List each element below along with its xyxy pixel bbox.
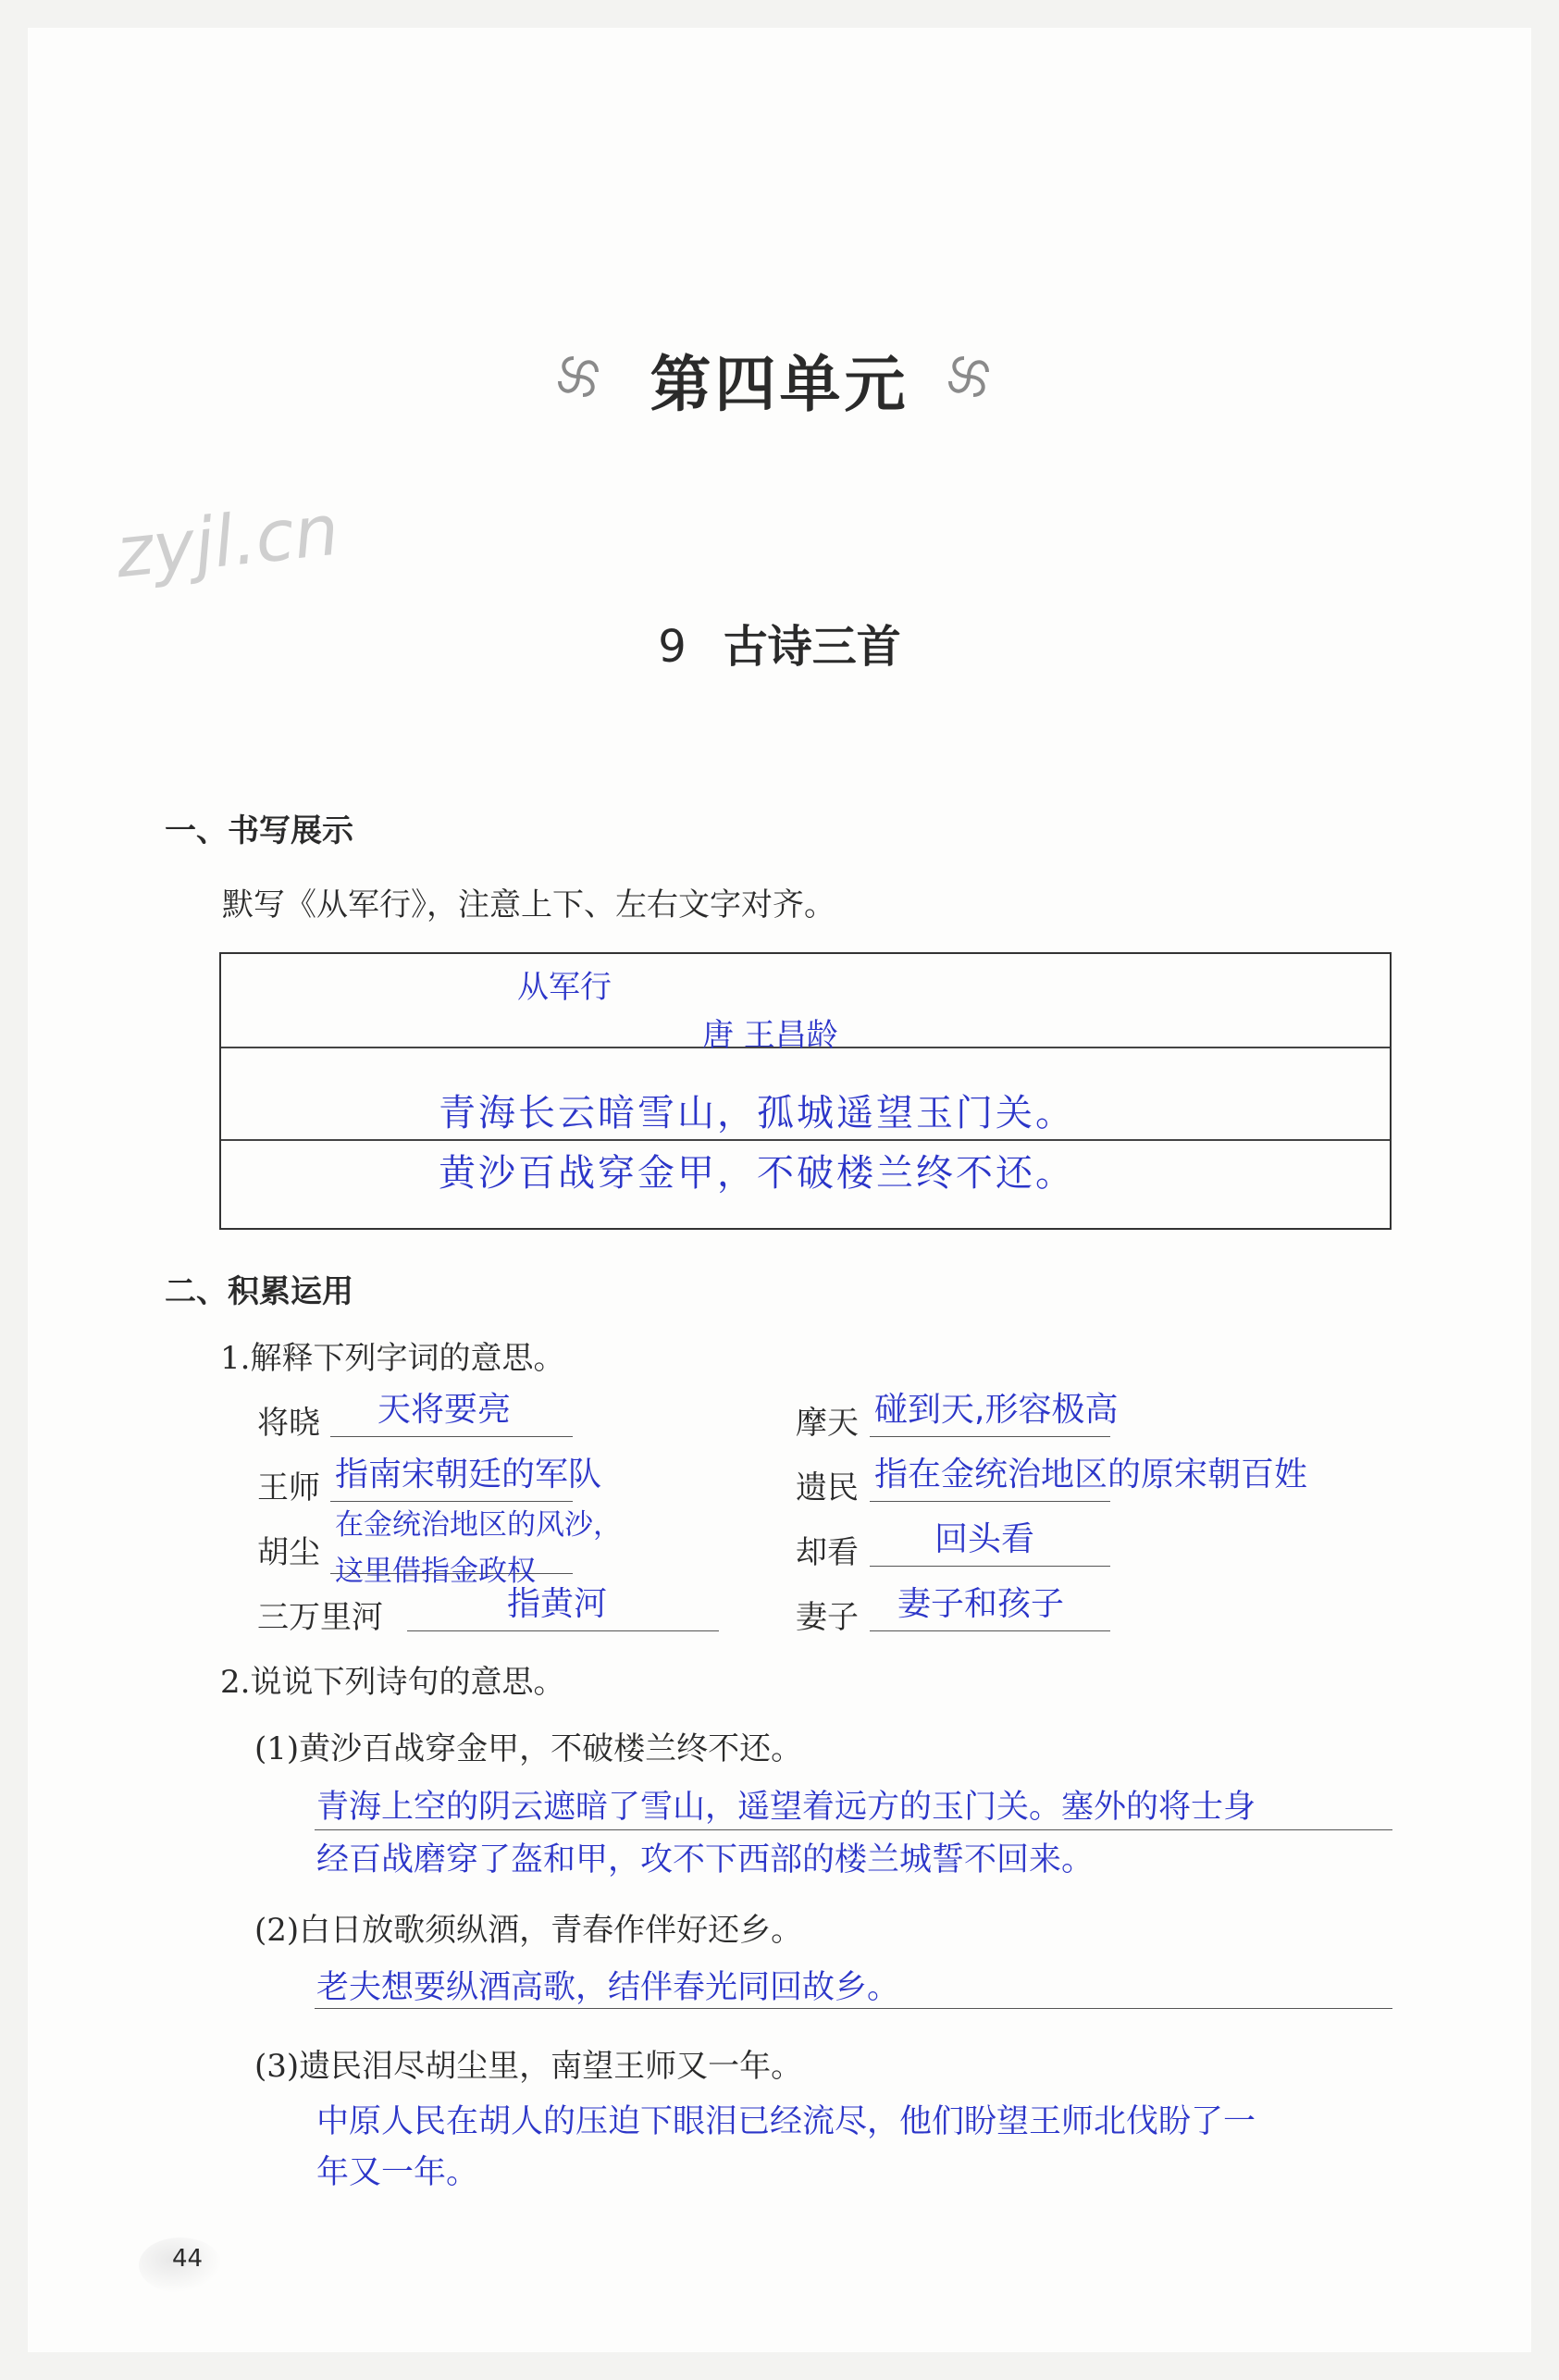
- answer-line: [870, 1501, 1110, 1502]
- answer-line: [315, 2008, 1392, 2009]
- poem-title: 从军行: [517, 969, 612, 1006]
- term-answer: 指黄河: [507, 1585, 608, 1623]
- q2-answer-line-1: 中原人民在胡人的压迫下眼泪已经流尽，他们盼望王师北伐盼了一: [316, 2103, 1256, 2140]
- section1-heading: 一、书写展示: [165, 812, 353, 849]
- section2-heading: 二、积累运用: [165, 1273, 353, 1310]
- term-label: 王师: [257, 1469, 320, 1506]
- lesson-title: [0, 611, 1559, 675]
- term-answer: 指在金统治地区的原宋朝百姓: [874, 1456, 1308, 1494]
- term-answer: 妻子和孩子: [897, 1585, 1065, 1623]
- q2-poem-line: (3)遗民泪尽胡尘里，南望王师又一年。: [254, 2048, 803, 2085]
- answer-line: [870, 1630, 1110, 1631]
- answer-line: [870, 1566, 1110, 1567]
- term-label: 摩天: [796, 1405, 859, 1442]
- answer-line: [330, 1436, 573, 1437]
- q2-poem-line: (1)黄沙百战穿金甲，不破楼兰终不还。: [254, 1730, 803, 1767]
- term-answer-line-2: 这里借指金政权: [335, 1555, 536, 1588]
- lesson-name: 古诗三首: [723, 621, 901, 673]
- term-label: 三万里河: [257, 1599, 383, 1636]
- term-label: 却看: [796, 1534, 859, 1571]
- q1-prompt: 1.解释下列字词的意思。: [220, 1340, 565, 1377]
- term-answer: 回头看: [934, 1520, 1035, 1558]
- answer-line: [407, 1630, 719, 1631]
- poem-line-2: 黄沙百战穿金甲，不破楼兰终不还。: [439, 1152, 1075, 1195]
- q2-answer-line-1: 青海上空的阴云遮暗了雪山，遥望着远方的玉门关。塞外的将士身: [316, 1789, 1256, 1826]
- poem-box-divider: [221, 1139, 1390, 1141]
- term-label: 胡尘: [257, 1534, 320, 1571]
- term-answer: 指南宋朝廷的军队: [335, 1456, 602, 1494]
- answer-line: [315, 1829, 1392, 1830]
- unit-title: 第四单元: [650, 348, 909, 420]
- term-label: 遗民: [796, 1469, 859, 1506]
- poem-writing-box: [219, 952, 1392, 1230]
- q2-poem-line: (2)白日放歌须纵酒，青春作伴好还乡。: [254, 1912, 803, 1949]
- watermark-logo: zyjl.cn: [112, 488, 343, 594]
- poem-author: 唐 王昌龄: [702, 1017, 838, 1054]
- page-number: 44: [172, 2245, 204, 2273]
- term-answer: 碰到天,形容极高: [874, 1391, 1119, 1429]
- term-label: 妻子: [796, 1599, 859, 1636]
- q2-prompt: 2.说说下列诗句的意思。: [220, 1664, 565, 1701]
- lesson-number: 9: [658, 621, 687, 673]
- poem-line-1: 青海长云暗雪山，孤城遥望玉门关。: [439, 1092, 1075, 1134]
- term-answer: 天将要亮: [377, 1391, 512, 1429]
- section1-instruction: 默写《从军行》，注意上下、左右文字对齐。: [222, 886, 835, 923]
- term-label: 将晓: [257, 1405, 320, 1442]
- answer-line: [870, 1436, 1110, 1437]
- q2-answer-line-1: 老夫想要纵酒高歌，结伴春光同回故乡。: [316, 1969, 900, 2006]
- q2-answer-line-2: 经百战磨穿了盔和甲，攻不下西部的楼兰城誓不回来。: [316, 1841, 1095, 1878]
- q2-answer-line-2: 年又一年。: [316, 2154, 479, 2191]
- term-answer-line-1: 在金统治地区的风沙，: [335, 1508, 622, 1542]
